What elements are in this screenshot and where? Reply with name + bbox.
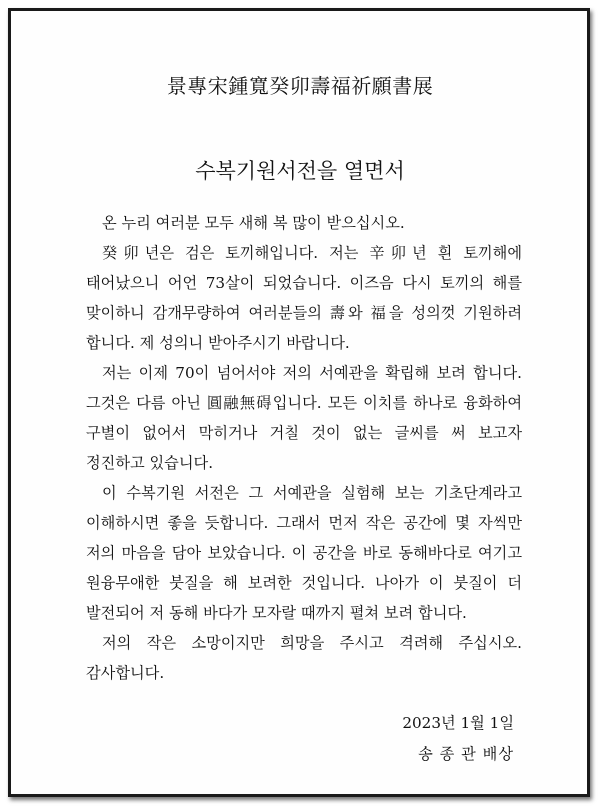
document-subtitle: 수복기원서전을 열면서 — [195, 159, 405, 183]
document-signer: 송 종 관 배상 — [418, 745, 514, 763]
document-body — [86, 208, 522, 688]
paragraph-closing: 저의 작은 소망이지만 희망을 주시고 격려해 주십시오. 감사합니다. — [86, 634, 522, 682]
document-date: 2023년 1월 1일 — [402, 714, 514, 732]
page-title: 景專宋鍾寬癸卯壽福祈願書展 — [166, 74, 434, 98]
paragraph-greeting: 온 누리 여러분 모두 새해 복 많이 받으십시오. — [102, 214, 405, 232]
paragraph-exhibition: 이 수복기원 서전은 그 서예관을 실험해 보는 기초단계라고 이해하시면 좋을 듯합니다. 그래서 먼저 작은 공간에 몇 자씩만 저의 마음을 담아 보았습니다. 이 공간을 바로 동해바다로 여기고 원융무애한 붓질을 해 보려한 것입니다. 나아가 이 붓질이 더 발전되어 저 동해 바다가 모자랄 때까지 펼쳐 보려 합니다. — [86, 484, 522, 622]
paragraph-year-of-rabbit: 癸卯년은 검은 토끼해입니다. 저는 辛卯년 흰 토끼해에 태어났으니 어언 73살이 되었습니다. 이즈음 다시 토끼의 해를 맞이하니 감개무량하여 여러분들의 壽와 福을 성의껏 기원하려 합니다. 제 성의니 받아주시기 바랍니다. — [86, 244, 522, 352]
paragraph-calligraphy-view: 저는 이제 70이 넘어서야 저의 서예관을 확립해 보려 합니다. 그것은 다름 아닌 圓融無碍입니다. 모든 이치를 하나로 융화하여 구별이 없어서 막히거나 거칠 것이 없는 글씨를 써 보고자 정진하고 있습니다. — [86, 364, 522, 472]
